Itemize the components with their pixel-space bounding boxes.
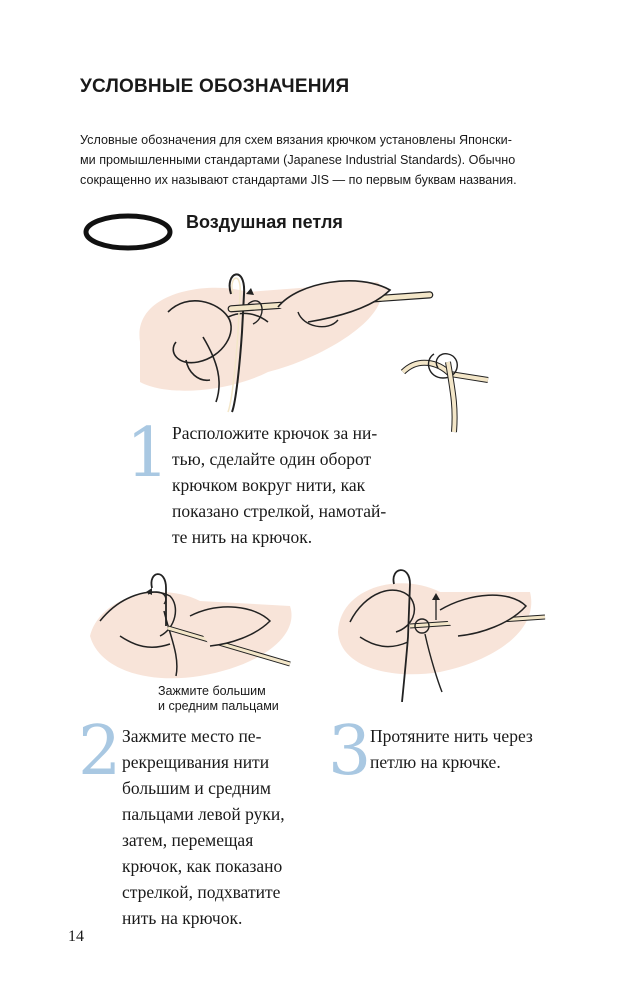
step-line: тью, сделайте один оборот	[172, 449, 372, 469]
step-number: 3	[328, 712, 372, 791]
step-line: стрелкой, подхватите	[122, 882, 281, 902]
step-2-illustration	[80, 566, 310, 684]
step-line: рекрещивания нити	[122, 752, 270, 772]
step-2-text	[122, 723, 322, 931]
step-2-caption	[158, 684, 279, 714]
page-title: УСЛОВНЫЕ ОБОЗНАЧЕНИЯ	[80, 76, 350, 97]
caption-line: и средним пальцами	[158, 699, 279, 713]
step-line: показано стрелкой, намотай-	[172, 501, 387, 521]
intro-line: Условные обозначения для схем вязания крючком установлены Японски-	[80, 133, 512, 147]
intro-paragraph	[80, 130, 550, 190]
intro-line: ми промышленными стандартами (Japanese Industrial Standards). Обычно	[80, 153, 516, 167]
step-line: крючком вокруг нити, как	[172, 475, 366, 495]
page-number: 14	[68, 928, 84, 945]
step-line: петлю на крючке.	[370, 752, 501, 772]
step-line: пальцами левой руки,	[122, 804, 285, 824]
step-number: 2	[78, 712, 122, 791]
step-line: затем, перемещая	[122, 830, 254, 850]
step-3-text	[370, 723, 570, 775]
step-1-illustration	[128, 262, 508, 442]
step-line: Протяните нить через	[370, 726, 533, 746]
step-line: большим и средним	[122, 778, 271, 798]
step-line: Расположите крючок за ни-	[172, 423, 378, 443]
step-number: 1	[126, 414, 170, 493]
step-line: Зажмите место пе-	[122, 726, 262, 746]
step-line: нить на крючок.	[122, 908, 243, 928]
intro-line: сокращенно их называют стандартами JIS — по первым буквам названия.	[80, 173, 517, 187]
caption-line: Зажмите большим	[158, 684, 266, 698]
symbol-title: Воздушная петля	[186, 212, 343, 232]
oval-chain-symbol-icon	[82, 210, 174, 254]
step-line: крючок, как показано	[122, 856, 283, 876]
step-line: те нить на крючок.	[172, 527, 313, 547]
step-3-illustration	[330, 562, 550, 702]
step-1-text	[172, 420, 412, 550]
